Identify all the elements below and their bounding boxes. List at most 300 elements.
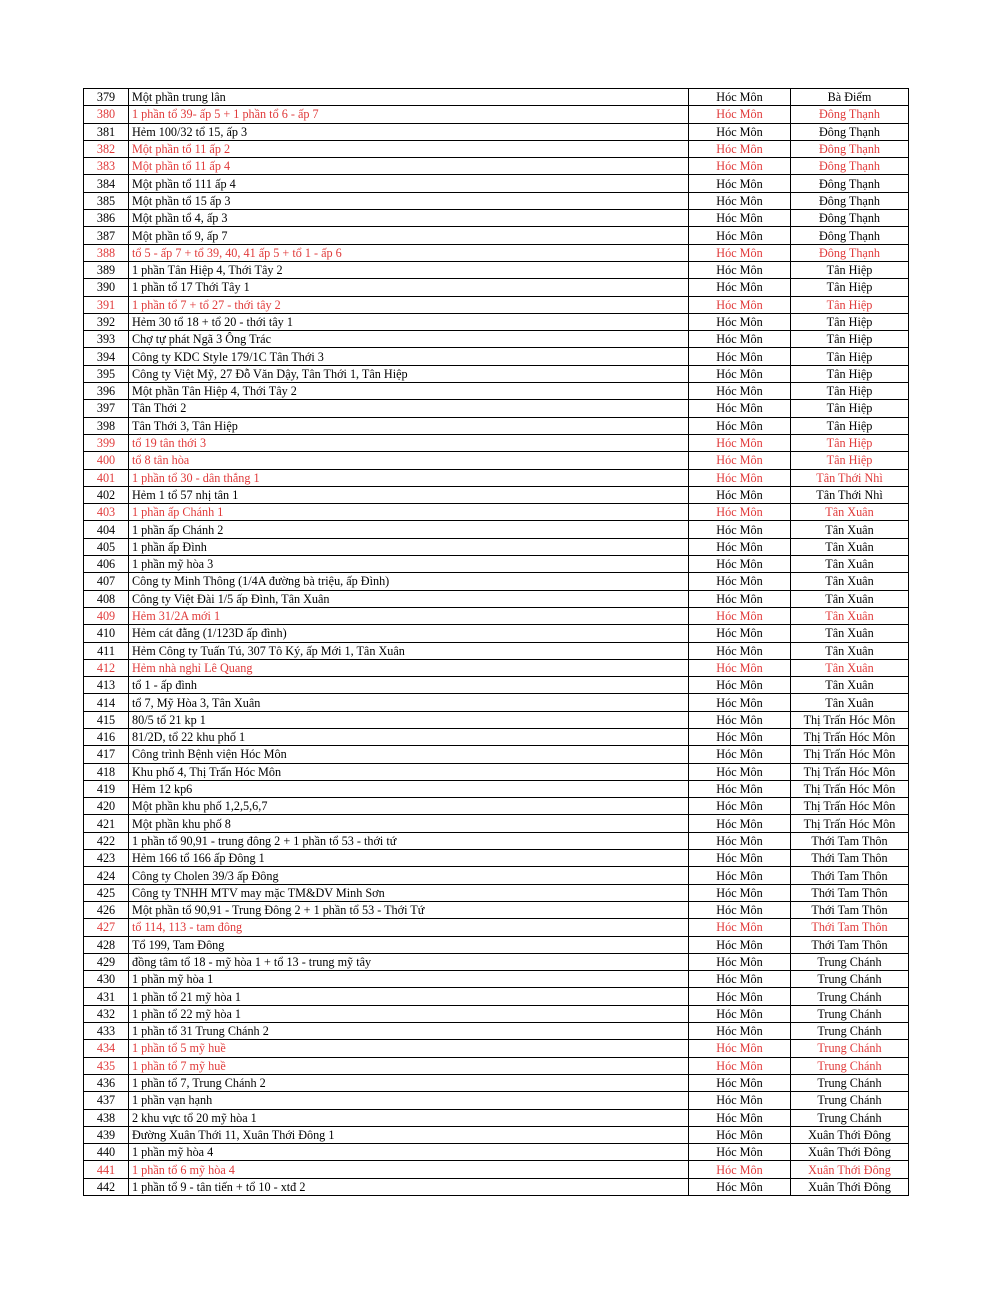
ward-cell: Tân Thới Nhì <box>791 486 909 503</box>
row-number-cell: 386 <box>84 210 129 227</box>
table-row <box>84 261 909 278</box>
row-number-cell: 410 <box>84 625 129 642</box>
area-cell: 1 phần tổ 22 mỹ hòa 1 <box>129 1005 689 1022</box>
area-cell: Một phần tổ 90,91 - Trung Đông 2 + 1 phần tổ 53 - Thới Tứ <box>129 901 689 918</box>
ward-cell: Tân Thới Nhì <box>791 469 909 486</box>
table-row <box>84 901 909 918</box>
district-cell: Hóc Môn <box>689 901 791 918</box>
area-table <box>83 88 909 1196</box>
district-cell: Hóc Môn <box>689 106 791 123</box>
district-cell: Hóc Môn <box>689 936 791 953</box>
row-number-cell: 433 <box>84 1023 129 1040</box>
table-row <box>84 919 909 936</box>
ward-cell: Tân Hiệp <box>791 331 909 348</box>
area-cell: Công ty Việt Đài 1/5 ấp Đình, Tân Xuân <box>129 590 689 607</box>
district-cell: Hóc Môn <box>689 1057 791 1074</box>
ward-cell: Tân Hiệp <box>791 452 909 469</box>
row-number-cell: 420 <box>84 798 129 815</box>
area-cell: 1 phần tổ 21 mỹ hòa 1 <box>129 988 689 1005</box>
district-cell: Hóc Môn <box>689 1074 791 1091</box>
district-cell: Hóc Môn <box>689 919 791 936</box>
area-cell: Công ty TNHH MTV may mặc TM&DV Minh Sơn <box>129 884 689 901</box>
row-number-cell: 430 <box>84 971 129 988</box>
ward-cell: Đông Thạnh <box>791 158 909 175</box>
row-number-cell: 397 <box>84 400 129 417</box>
row-number-cell: 441 <box>84 1161 129 1178</box>
table-row <box>84 106 909 123</box>
area-cell: Công trình Bệnh viện Hóc Môn <box>129 746 689 763</box>
table-row <box>84 365 909 382</box>
ward-cell: Đông Thạnh <box>791 227 909 244</box>
district-cell: Hóc Môn <box>689 261 791 278</box>
area-cell: tổ 5 - ấp 7 + tổ 39, 40, 41 ấp 5 + tổ 1 - ấp 6 <box>129 244 689 261</box>
row-number-cell: 436 <box>84 1074 129 1091</box>
row-number-cell: 394 <box>84 348 129 365</box>
district-cell: Hóc Môn <box>689 815 791 832</box>
table-row <box>84 573 909 590</box>
ward-cell: Thị Trấn Hóc Môn <box>791 711 909 728</box>
area-cell: tổ 7, Mỹ Hòa 3, Tân Xuân <box>129 694 689 711</box>
ward-cell: Thị Trấn Hóc Môn <box>791 798 909 815</box>
area-cell: 1 phần mỹ hòa 3 <box>129 556 689 573</box>
row-number-cell: 398 <box>84 417 129 434</box>
ward-cell: Tân Hiệp <box>791 348 909 365</box>
table-row <box>84 884 909 901</box>
district-cell: Hóc Môn <box>689 971 791 988</box>
ward-cell: Tân Xuân <box>791 590 909 607</box>
district-cell: Hóc Môn <box>689 728 791 745</box>
area-cell: Hẻm cát đằng (1/123D ấp đình) <box>129 625 689 642</box>
ward-cell: Tân Xuân <box>791 556 909 573</box>
row-number-cell: 409 <box>84 607 129 624</box>
ward-cell: Thới Tam Thôn <box>791 832 909 849</box>
table-row <box>84 780 909 797</box>
district-cell: Hóc Môn <box>689 521 791 538</box>
table-row <box>84 1092 909 1109</box>
row-number-cell: 413 <box>84 677 129 694</box>
row-number-cell: 437 <box>84 1092 129 1109</box>
table-row <box>84 590 909 607</box>
ward-cell: Tân Xuân <box>791 538 909 555</box>
ward-cell: Xuân Thới Đông <box>791 1144 909 1161</box>
district-cell: Hóc Môn <box>689 867 791 884</box>
area-cell: Hẻm 12 kp6 <box>129 780 689 797</box>
table-row <box>84 642 909 659</box>
district-cell: Hóc Môn <box>689 434 791 451</box>
ward-cell: Tân Xuân <box>791 694 909 711</box>
row-number-cell: 442 <box>84 1178 129 1195</box>
area-cell: đồng tâm tổ 18 - mỹ hòa 1 + tổ 13 - trung mỹ tây <box>129 953 689 970</box>
district-cell: Hóc Môn <box>689 400 791 417</box>
row-number-cell: 401 <box>84 469 129 486</box>
row-number-cell: 419 <box>84 780 129 797</box>
area-cell: 1 phần tổ 7 + tổ 27 - thới tây 2 <box>129 296 689 313</box>
row-number-cell: 427 <box>84 919 129 936</box>
table-row <box>84 728 909 745</box>
table-row <box>84 763 909 780</box>
area-cell: Đường Xuân Thới 11, Xuân Thới Đông 1 <box>129 1126 689 1143</box>
area-cell: 1 phần tổ 7, Trung Chánh 2 <box>129 1074 689 1091</box>
district-cell: Hóc Môn <box>689 832 791 849</box>
table-row <box>84 296 909 313</box>
ward-cell: Đông Thạnh <box>791 192 909 209</box>
ward-cell: Tân Hiệp <box>791 279 909 296</box>
row-number-cell: 432 <box>84 1005 129 1022</box>
table-row <box>84 521 909 538</box>
row-number-cell: 439 <box>84 1126 129 1143</box>
area-cell: Một phần tổ 11 ấp 2 <box>129 140 689 157</box>
area-cell: Hẻm nhà nghỉ Lê Quang <box>129 659 689 676</box>
district-cell: Hóc Môn <box>689 1092 791 1109</box>
district-cell: Hóc Môn <box>689 988 791 1005</box>
ward-cell: Trung Chánh <box>791 1023 909 1040</box>
table-row <box>84 832 909 849</box>
area-cell: 1 phần tổ 31 Trung Chánh 2 <box>129 1023 689 1040</box>
row-number-cell: 428 <box>84 936 129 953</box>
row-number-cell: 385 <box>84 192 129 209</box>
area-cell: Công ty Cholen 39/3 ấp Đông <box>129 867 689 884</box>
area-cell: 1 phần ấp Đình <box>129 538 689 555</box>
table-row <box>84 452 909 469</box>
area-cell: Hẻm 30 tổ 18 + tổ 20 - thới tây 1 <box>129 313 689 330</box>
area-cell: Một phần tổ 11 ấp 4 <box>129 158 689 175</box>
row-number-cell: 388 <box>84 244 129 261</box>
row-number-cell: 404 <box>84 521 129 538</box>
table-row <box>84 175 909 192</box>
row-number-cell: 382 <box>84 140 129 157</box>
district-cell: Hóc Môn <box>689 642 791 659</box>
district-cell: Hóc Môn <box>689 452 791 469</box>
table-row <box>84 1040 909 1057</box>
row-number-cell: 423 <box>84 850 129 867</box>
table-row <box>84 279 909 296</box>
district-cell: Hóc Môn <box>689 850 791 867</box>
area-cell: Tân Thới 3, Tân Hiệp <box>129 417 689 434</box>
row-number-cell: 392 <box>84 313 129 330</box>
row-number-cell: 438 <box>84 1109 129 1126</box>
ward-cell: Đông Thạnh <box>791 123 909 140</box>
row-number-cell: 429 <box>84 953 129 970</box>
ward-cell: Xuân Thới Đông <box>791 1178 909 1195</box>
district-cell: Hóc Môn <box>689 158 791 175</box>
ward-cell: Trung Chánh <box>791 953 909 970</box>
ward-cell: Thới Tam Thôn <box>791 884 909 901</box>
row-number-cell: 406 <box>84 556 129 573</box>
area-cell: 1 phần tổ 9 - tân tiến + tổ 10 - xtđ 2 <box>129 1178 689 1195</box>
row-number-cell: 440 <box>84 1144 129 1161</box>
table-row <box>84 746 909 763</box>
ward-cell: Thới Tam Thôn <box>791 919 909 936</box>
area-cell: 1 phần ấp Chánh 2 <box>129 521 689 538</box>
row-number-cell: 400 <box>84 452 129 469</box>
ward-cell: Tân Xuân <box>791 504 909 521</box>
row-number-cell: 402 <box>84 486 129 503</box>
table-row <box>84 711 909 728</box>
row-number-cell: 381 <box>84 123 129 140</box>
area-cell: 1 phần tổ 39- ấp 5 + 1 phần tổ 6 - ấp 7 <box>129 106 689 123</box>
row-number-cell: 403 <box>84 504 129 521</box>
area-cell: Hẻm 1 tổ 57 nhị tân 1 <box>129 486 689 503</box>
area-cell: Hẻm 166 tổ 166 ấp Đông 1 <box>129 850 689 867</box>
district-cell: Hóc Môn <box>689 417 791 434</box>
ward-cell: Tân Hiệp <box>791 313 909 330</box>
area-cell: Một phần tổ 15 ấp 3 <box>129 192 689 209</box>
table-row <box>84 953 909 970</box>
row-number-cell: 384 <box>84 175 129 192</box>
table-row <box>84 556 909 573</box>
ward-cell: Thị Trấn Hóc Môn <box>791 728 909 745</box>
table-row <box>84 383 909 400</box>
area-cell: Một phần tổ 111 ấp 4 <box>129 175 689 192</box>
table-row <box>84 1057 909 1074</box>
table-row <box>84 244 909 261</box>
area-cell: 1 phần tổ 7 mỹ huề <box>129 1057 689 1074</box>
ward-cell: Thới Tam Thôn <box>791 850 909 867</box>
table-row <box>84 1005 909 1022</box>
ward-cell: Đông Thạnh <box>791 106 909 123</box>
table-row <box>84 988 909 1005</box>
area-cell: Một phần khu phố 8 <box>129 815 689 832</box>
table-row <box>84 504 909 521</box>
district-cell: Hóc Môn <box>689 123 791 140</box>
ward-cell: Tân Hiệp <box>791 400 909 417</box>
ward-cell: Trung Chánh <box>791 971 909 988</box>
ward-cell: Tân Xuân <box>791 625 909 642</box>
row-number-cell: 415 <box>84 711 129 728</box>
ward-cell: Tân Xuân <box>791 677 909 694</box>
row-number-cell: 425 <box>84 884 129 901</box>
district-cell: Hóc Môn <box>689 1023 791 1040</box>
row-number-cell: 391 <box>84 296 129 313</box>
ward-cell: Tân Xuân <box>791 659 909 676</box>
area-cell: 1 phần mỹ hòa 4 <box>129 1144 689 1161</box>
district-cell: Hóc Môn <box>689 884 791 901</box>
row-number-cell: 396 <box>84 383 129 400</box>
district-cell: Hóc Môn <box>689 383 791 400</box>
table-body <box>84 89 909 1196</box>
row-number-cell: 412 <box>84 659 129 676</box>
area-cell: tổ 8 tân hòa <box>129 452 689 469</box>
area-cell: Công ty KDC Style 179/1C Tân Thới 3 <box>129 348 689 365</box>
row-number-cell: 379 <box>84 89 129 106</box>
area-cell: 1 phần mỹ hòa 1 <box>129 971 689 988</box>
ward-cell: Thới Tam Thôn <box>791 936 909 953</box>
area-cell: Khu phố 4, Thị Trấn Hóc Môn <box>129 763 689 780</box>
ward-cell: Tân Hiệp <box>791 296 909 313</box>
district-cell: Hóc Môn <box>689 313 791 330</box>
table-row <box>84 850 909 867</box>
district-cell: Hóc Môn <box>689 659 791 676</box>
row-number-cell: 395 <box>84 365 129 382</box>
ward-cell: Tân Hiệp <box>791 383 909 400</box>
ward-cell: Trung Chánh <box>791 1057 909 1074</box>
ward-cell: Đông Thạnh <box>791 140 909 157</box>
ward-cell: Đông Thạnh <box>791 210 909 227</box>
table-row <box>84 694 909 711</box>
ward-cell: Tân Hiệp <box>791 365 909 382</box>
area-cell: Một phần khu phố 1,2,5,6,7 <box>129 798 689 815</box>
table-row <box>84 192 909 209</box>
table-row <box>84 659 909 676</box>
district-cell: Hóc Môn <box>689 625 791 642</box>
area-cell: Hẻm Công ty Tuấn Tú, 307 Tô Ký, ấp Mới 1, Tân Xuân <box>129 642 689 659</box>
district-cell: Hóc Môn <box>689 296 791 313</box>
row-number-cell: 418 <box>84 763 129 780</box>
area-cell: Công ty Việt Mỹ, 27 Đỗ Văn Dậy, Tân Thới 1, Tân Hiệp <box>129 365 689 382</box>
table-row <box>84 469 909 486</box>
district-cell: Hóc Môn <box>689 694 791 711</box>
ward-cell: Tân Xuân <box>791 642 909 659</box>
district-cell: Hóc Môn <box>689 504 791 521</box>
ward-cell: Thị Trấn Hóc Môn <box>791 763 909 780</box>
district-cell: Hóc Môn <box>689 538 791 555</box>
area-cell: Một phần trung lân <box>129 89 689 106</box>
row-number-cell: 422 <box>84 832 129 849</box>
district-cell: Hóc Môn <box>689 279 791 296</box>
district-cell: Hóc Môn <box>689 953 791 970</box>
table-row <box>84 677 909 694</box>
district-cell: Hóc Môn <box>689 556 791 573</box>
district-cell: Hóc Môn <box>689 798 791 815</box>
area-cell: 1 phần tổ 30 - dân thắng 1 <box>129 469 689 486</box>
row-number-cell: 435 <box>84 1057 129 1074</box>
district-cell: Hóc Môn <box>689 140 791 157</box>
area-cell: Chợ tự phát Ngã 3 Ông Trác <box>129 331 689 348</box>
ward-cell: Trung Chánh <box>791 1092 909 1109</box>
row-number-cell: 414 <box>84 694 129 711</box>
table-row <box>84 210 909 227</box>
ward-cell: Tân Hiệp <box>791 261 909 278</box>
area-cell: Hẻm 100/32 tổ 15, ấp 3 <box>129 123 689 140</box>
table-row <box>84 348 909 365</box>
area-cell: tổ 114, 113 - tam đông <box>129 919 689 936</box>
row-number-cell: 424 <box>84 867 129 884</box>
area-cell: Một phần tổ 4, ấp 3 <box>129 210 689 227</box>
ward-cell: Xuân Thới Đông <box>791 1126 909 1143</box>
ward-cell: Thới Tam Thôn <box>791 901 909 918</box>
district-cell: Hóc Môn <box>689 175 791 192</box>
district-cell: Hóc Môn <box>689 711 791 728</box>
area-cell: Tân Thới 2 <box>129 400 689 417</box>
district-cell: Hóc Môn <box>689 746 791 763</box>
table-row <box>84 331 909 348</box>
area-cell: tổ 19 tân thới 3 <box>129 434 689 451</box>
ward-cell: Tân Xuân <box>791 607 909 624</box>
area-cell: Công ty Minh Thông (1/4A đường bà triệu, ấp Đình) <box>129 573 689 590</box>
ward-cell: Thới Tam Thôn <box>791 867 909 884</box>
row-number-cell: 405 <box>84 538 129 555</box>
row-number-cell: 421 <box>84 815 129 832</box>
district-cell: Hóc Môn <box>689 365 791 382</box>
row-number-cell: 387 <box>84 227 129 244</box>
district-cell: Hóc Môn <box>689 1144 791 1161</box>
district-cell: Hóc Môn <box>689 763 791 780</box>
area-cell: 1 phần tổ 6 mỹ hòa 4 <box>129 1161 689 1178</box>
district-cell: Hóc Môn <box>689 192 791 209</box>
district-cell: Hóc Môn <box>689 331 791 348</box>
district-cell: Hóc Môn <box>689 607 791 624</box>
row-number-cell: 431 <box>84 988 129 1005</box>
ward-cell: Tân Hiệp <box>791 434 909 451</box>
area-cell: Hẻm 31/2A mới 1 <box>129 607 689 624</box>
area-cell: 1 phần tổ 5 mỹ huề <box>129 1040 689 1057</box>
table-row <box>84 1126 909 1143</box>
area-cell: 81/2D, tổ 22 khu phố 1 <box>129 728 689 745</box>
ward-cell: Đông Thạnh <box>791 175 909 192</box>
table-row <box>84 313 909 330</box>
row-number-cell: 380 <box>84 106 129 123</box>
district-cell: Hóc Môn <box>689 1126 791 1143</box>
area-cell: Một phần tổ 9, ấp 7 <box>129 227 689 244</box>
area-cell: 1 phần tổ 90,91 - trung đông 2 + 1 phần tổ 53 - thới tứ <box>129 832 689 849</box>
table-row <box>84 1023 909 1040</box>
table-row <box>84 486 909 503</box>
table-row <box>84 1109 909 1126</box>
ward-cell: Trung Chánh <box>791 988 909 1005</box>
district-cell: Hóc Môn <box>689 1040 791 1057</box>
district-cell: Hóc Môn <box>689 469 791 486</box>
row-number-cell: 399 <box>84 434 129 451</box>
row-number-cell: 411 <box>84 642 129 659</box>
table-row <box>84 1144 909 1161</box>
table-row <box>84 1074 909 1091</box>
table-row <box>84 1161 909 1178</box>
ward-cell: Trung Chánh <box>791 1040 909 1057</box>
table-row <box>84 227 909 244</box>
table-row <box>84 400 909 417</box>
district-cell: Hóc Môn <box>689 677 791 694</box>
ward-cell: Thị Trấn Hóc Môn <box>791 780 909 797</box>
row-number-cell: 393 <box>84 331 129 348</box>
district-cell: Hóc Môn <box>689 780 791 797</box>
area-cell: 80/5 tổ 21 kp 1 <box>129 711 689 728</box>
district-cell: Hóc Môn <box>689 89 791 106</box>
area-cell: Một phần Tân Hiệp 4, Thới Tây 2 <box>129 383 689 400</box>
table-row <box>84 434 909 451</box>
area-cell: 1 phần vạn hạnh <box>129 1092 689 1109</box>
area-cell: tổ 1 - ấp đình <box>129 677 689 694</box>
row-number-cell: 434 <box>84 1040 129 1057</box>
area-cell: 1 phần ấp Chánh 1 <box>129 504 689 521</box>
district-cell: Hóc Môn <box>689 348 791 365</box>
table-row <box>84 625 909 642</box>
district-cell: Hóc Môn <box>689 244 791 261</box>
table-row <box>84 1178 909 1195</box>
row-number-cell: 416 <box>84 728 129 745</box>
ward-cell: Tân Xuân <box>791 521 909 538</box>
row-number-cell: 408 <box>84 590 129 607</box>
district-cell: Hóc Môn <box>689 227 791 244</box>
ward-cell: Xuân Thới Đông <box>791 1161 909 1178</box>
area-cell: 1 phần Tân Hiệp 4, Thới Tây 2 <box>129 261 689 278</box>
district-cell: Hóc Môn <box>689 210 791 227</box>
area-cell: Tổ 199, Tam Đông <box>129 936 689 953</box>
ward-cell: Thị Trấn Hóc Môn <box>791 815 909 832</box>
table-row <box>84 607 909 624</box>
row-number-cell: 426 <box>84 901 129 918</box>
area-cell: 1 phần tổ 17 Thới Tây 1 <box>129 279 689 296</box>
table-row <box>84 971 909 988</box>
ward-cell: Bà Điểm <box>791 89 909 106</box>
table-row <box>84 936 909 953</box>
district-cell: Hóc Môn <box>689 573 791 590</box>
table-row <box>84 140 909 157</box>
table-row <box>84 798 909 815</box>
table-row <box>84 417 909 434</box>
table-row <box>84 815 909 832</box>
district-cell: Hóc Môn <box>689 1178 791 1195</box>
row-number-cell: 390 <box>84 279 129 296</box>
